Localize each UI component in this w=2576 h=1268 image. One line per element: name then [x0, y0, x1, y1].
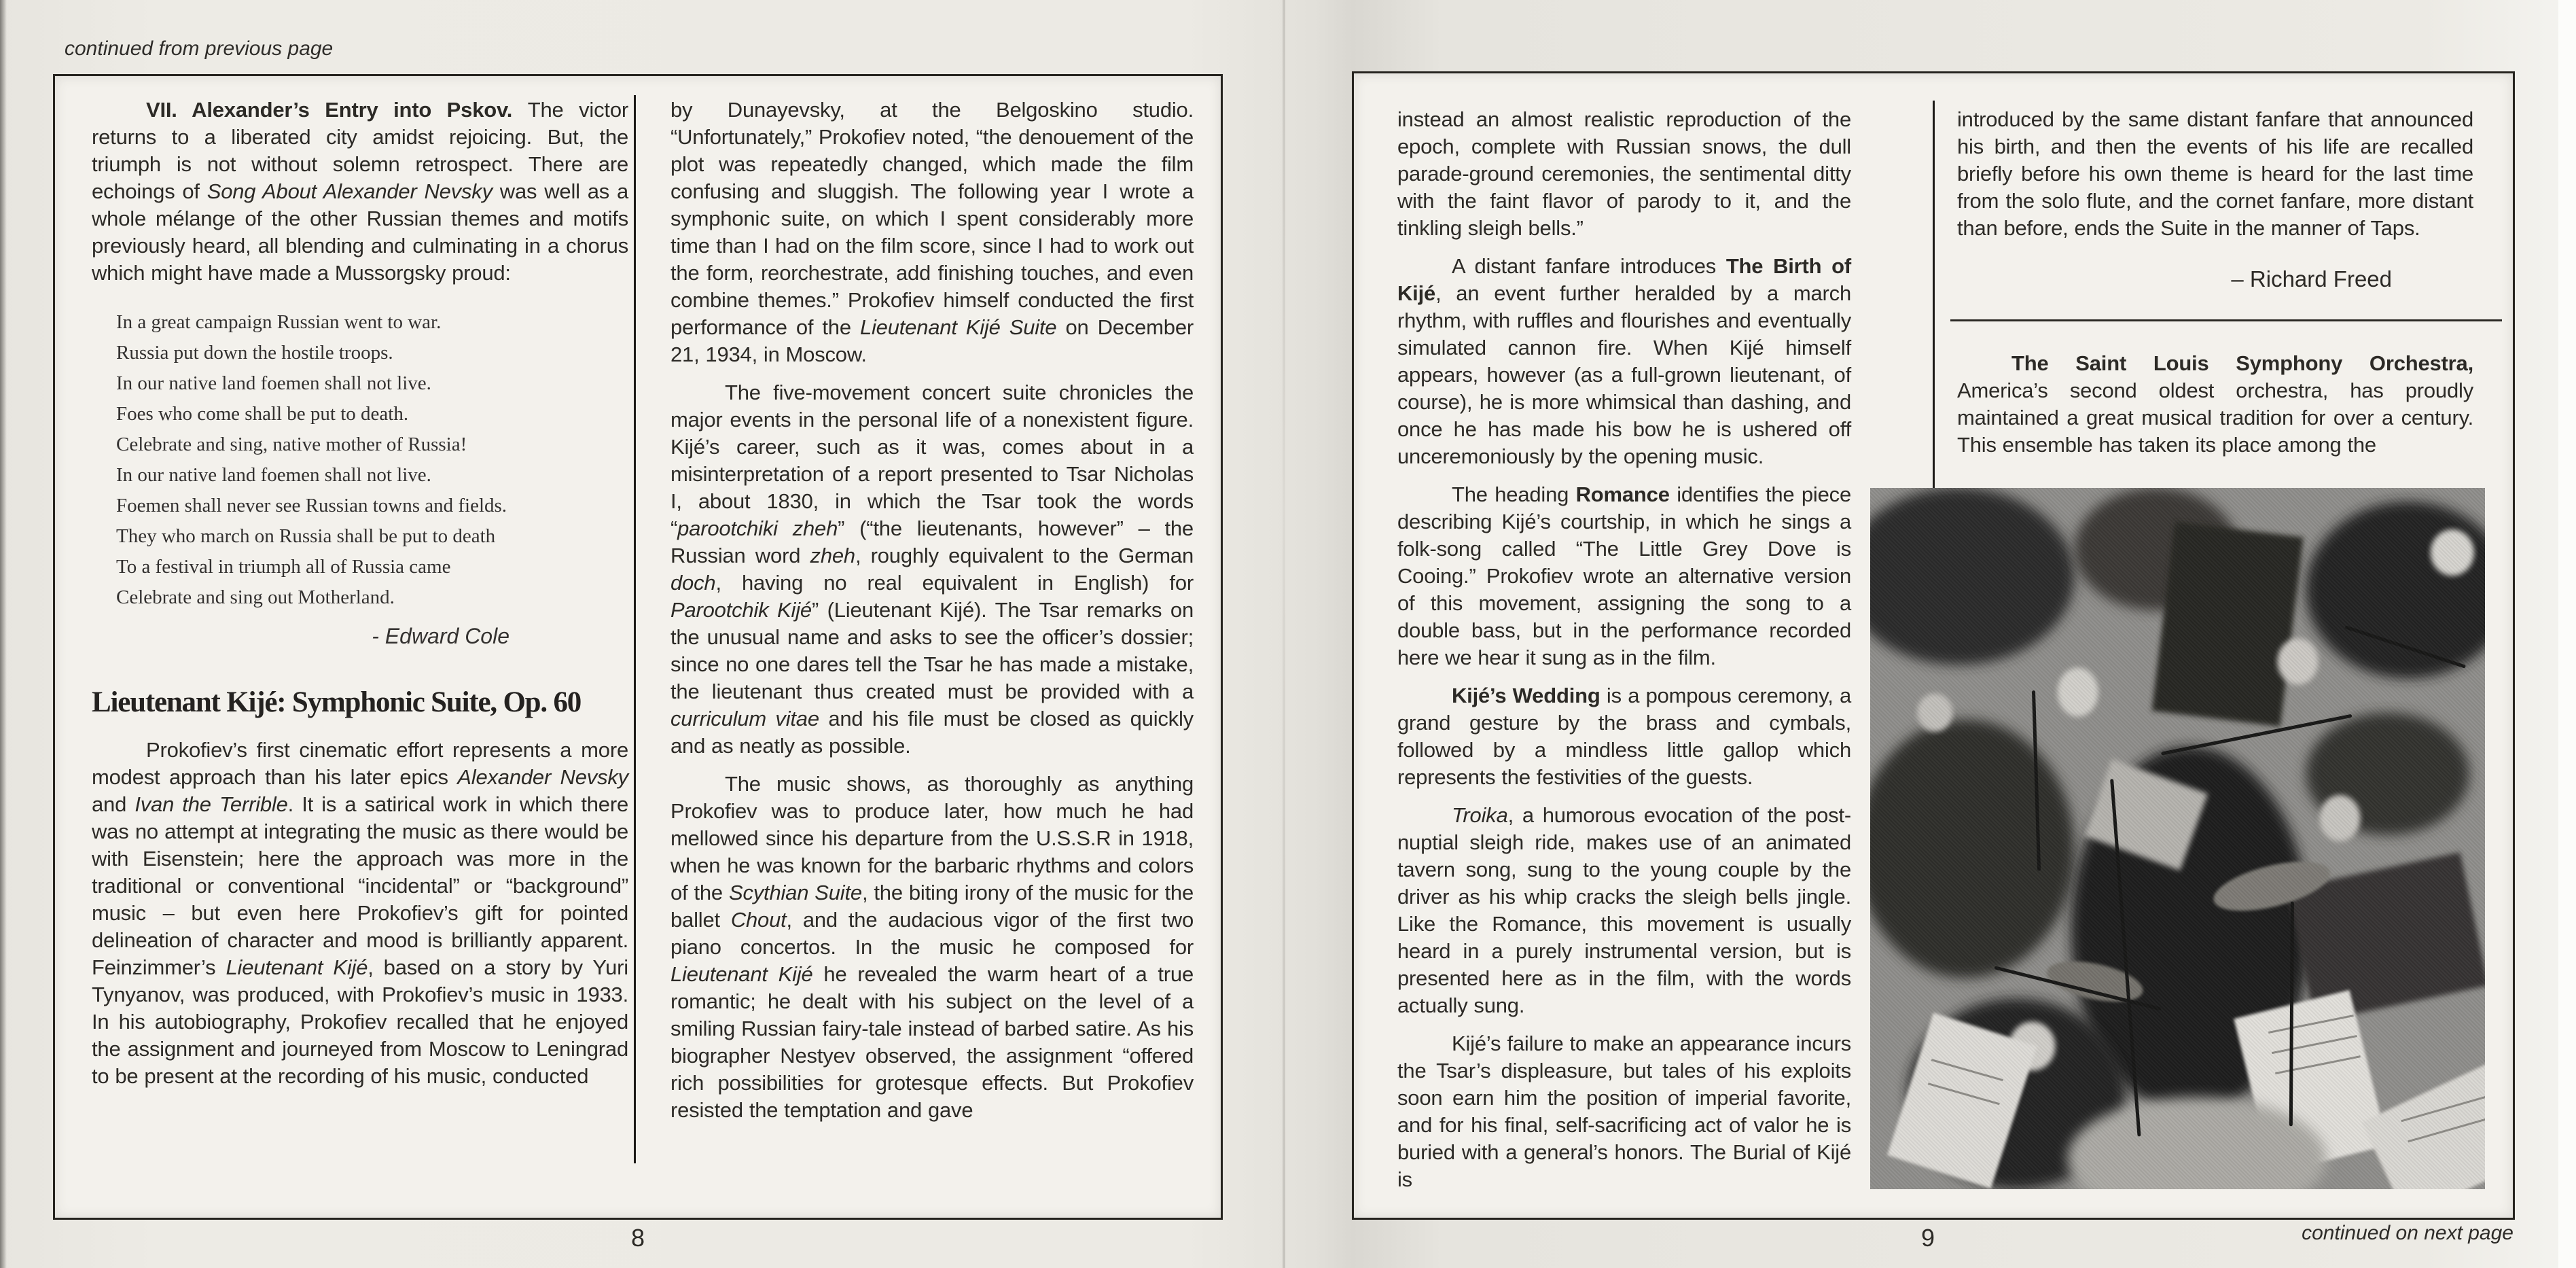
- poem-line: Foes who come shall be put to death.: [116, 403, 409, 425]
- page-number-9: 9: [1920, 1224, 1935, 1252]
- column-divider: [1933, 101, 1935, 491]
- paragraph-taps: introduced by the same distant fanfare that announced his birth, and then the events of his life are recalled briefly before his own theme is heard for the last time from the solo flute, and the cornet fanfare, more distant than before, ends the Suite in the manner of Taps.: [1957, 107, 2473, 240]
- paragraph-saint-louis: The Saint Louis Symphony Orchestra, America’s second oldest orchestra, has proudly maintained a great musical tradition for over a century. This ensemble has taken its place among the: [1957, 351, 2473, 457]
- continued-on-next-label: continued on next page: [2302, 1222, 2514, 1244]
- paragraph-kije-intro: Prokofiev’s first cinematic effort represents a more modest approach than his later epics Alexander Nevsky and Ivan the Terrible. It is a satirical work in which there was no attempt at integrating the music as there would be with Eisenstein; here the approach was more in the traditional or conventional “incidental” or “background” music – but even here Prokofiev’s gift for pointed delineation of character and mood is brilliantly apparent. Feinzimmer’s Lieutenant Kijé, based on a story by Yuri Tynyanov, was produced, with Prokofiev’s music in 1933. In his autobiography, Prokofiev recalled that he enjoyed the assignment and journeyed from Moscow to Leningrad to be present at the recording of his music, conducted: [92, 738, 628, 1088]
- poem-attribution: - Edward Cole: [372, 624, 509, 648]
- paragraph-kijes-wedding: Kijé’s Wedding is a pompous ceremony, a grand gesture by the brass and cymbals, followed by a mindless little gallop which represents the festivities of the guests.: [1397, 684, 1851, 789]
- column-2: [670, 96, 1194, 1124]
- continued-from-previous-label: continued from previous page: [65, 37, 334, 60]
- scan-left-edge: [0, 0, 7, 1268]
- poem-line: They who march on Russia shall be put to death: [116, 525, 496, 547]
- column-divider: [634, 95, 636, 1163]
- paragraph-dunayevsky: by Dunayevsky, at the Belgoskino studio. “Unfortunately,” Prokofiev noted, “the denouement of the plot was repeatedly changed, which made the film confusing and sluggish. The following year I wrote a symphonic suite, on which I spent considerably more time than I had on the film score, since I had to work out the form, reorchestrate, add finishing touches, and even combine themes.” Prokofiev himself conducted the first performance of the Lieutenant Kijé Suite on December 21, 1934, in Moscow.: [670, 98, 1194, 366]
- paragraph-romance: The heading Romance identifies the piece describing Kijé’s courtship, in which he sings a folk-song called “The Little Grey Dove is Cooing.” Prokofiev wrote an alternative version of this movement, assigning the song to a double bass, but in the performance recorded here we hear it sung as in the film.: [1397, 482, 1851, 669]
- paragraph-music-shows: The music shows, as thoroughly as anything Prokofiev was to produce later, how much he had mellowed since his departure from the U.S.S.R in 1918, when he was known for the barbaric rhythms and colors of the Scythian Suite, the biting irony of the music for the ballet Chout, and the audacious vigor of the first two piano concertos. In the music he composed for Lieutenant Kijé he revealed the warm heart of a true romantic; he dealt with his subject on the level of a smiling Russian fairy-tale instead of barbed satire. As his biographer Nestyev observed, the assignment “offered rich possibilities for grotesque effects. But Prokofiev resisted the temptation and gave: [670, 772, 1194, 1122]
- poem-line: Celebrate and sing, native mother of Russia!: [116, 434, 467, 455]
- author-attribution: – Richard Freed: [2231, 266, 2392, 292]
- poem-line: To a festival in triumph all of Russia came: [116, 556, 451, 578]
- column-3: [1397, 106, 1851, 1193]
- poem-block: [116, 307, 628, 613]
- orchestra-photo-art: [1870, 488, 2485, 1189]
- gutter-crease: [1283, 0, 1285, 1268]
- poem-line: Foemen shall never see Russian towns and fields.: [116, 495, 507, 516]
- page-right: [1352, 71, 2515, 1220]
- paragraph-troika: Troika, a humorous evocation of the post-nuptial sleigh ride, makes use of an animated tavern song, sung to the young couple by the driver as his whip cracks the sleigh bells jingle. Like the Romance, this movement is usually heard in a purely instrumental version, but is presented here as in the film, with the words actually sung.: [1397, 803, 1851, 1017]
- poem-line: In a great campaign Russian went to war.: [116, 311, 442, 333]
- paragraph-kijes-failure: Kijé’s failure to make an appearance incurs the Tsar’s displeasure, but tales of his exploits soon earn him the position of imperial favorite, and for his final, self-sacrificing act of valor he is buried with a general’s honors. The Burial of Kijé is: [1397, 1032, 1851, 1191]
- poem-line: In our native land foemen shall not live.: [116, 464, 431, 486]
- scan-right-edge: [2558, 0, 2576, 1268]
- column-4: [1957, 106, 2473, 459]
- page-number-8: 8: [630, 1224, 645, 1252]
- poem-line: Russia put down the hostile troops.: [116, 342, 393, 364]
- column-1: [92, 96, 628, 1090]
- section-heading-kije-suite: Lieutenant Kijé: Symphonic Suite, Op. 60: [92, 686, 582, 718]
- section-rule: [1950, 319, 2502, 321]
- paragraph-epoch: instead an almost realistic reproduction of the epoch, complete with Russian snows, the dull parade-ground ceremonies, the sentimental ditty with the faint flavor of parody to it, and the tinkling sleigh bells.”: [1397, 107, 1851, 240]
- paragraph-five-movement: The five-movement concert suite chronicles the major events in the personal life of a nonexistent figure. Kijé’s career, such as it was, comes about in a misinterpretation of a report presented to Tsar Nicholas I, about 1830, in which the Tsar took the words “parootchiki zheh” (“the lieutenants, however” – the Russian word zheh, roughly equivalent to the German doch, having no real equivalent in English) for Parootchik Kijé” (Lieutenant Kijé). The Tsar remarks on the unusual name and asks to see the officer’s dossier; since no one dares tell the Tsar he has made a mistake, the lieutenant thus created must be provided with a curriculum vitae and his file must be closed as quickly and as neatly as possible.: [670, 381, 1194, 758]
- paragraph-birth-of-kije: A distant fanfare introduces The Birth of Kijé, an event further heralded by a march rhythm, with ruffles and flourishes and eventually simulated cannon fire. When Kijé himself appears, however (as a full-grown lieutenant, of course), he is more whimsical than dashing, and once he has made his bow he is ushered off unceremoniously by the opening music.: [1397, 254, 1851, 468]
- orchestra-photo: [1870, 488, 2485, 1189]
- page-left: [53, 74, 1223, 1220]
- paragraph-pskov: VII. Alexander’s Entry into Pskov. The victor returns to a liberated city amidst rejoicing. But, the triumph is not without solemn retrospect. There are echoings of Song About Alexander Nevsky was well as a whole mélange of the other Russian themes and motifs previously heard, all blending and culminating in a chorus which might have made a Mussorgsky proud:: [92, 98, 628, 285]
- poem-line: In our native land foemen shall not live.: [116, 372, 431, 394]
- poem-line: Celebrate and sing out Motherland.: [116, 586, 395, 608]
